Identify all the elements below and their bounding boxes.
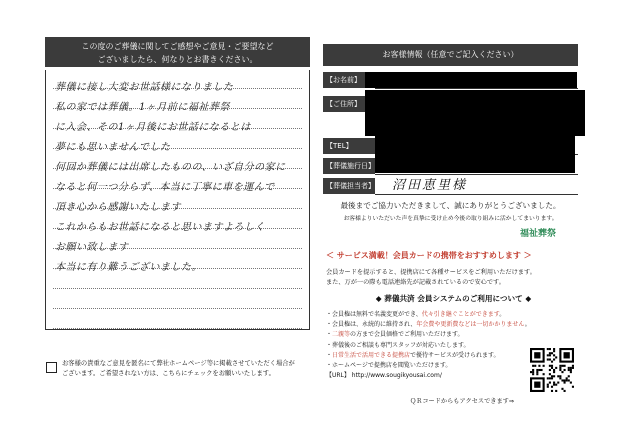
member-benefit-item (326, 361, 526, 371)
ruled-line (53, 308, 302, 309)
member-card-title: ＜ サービス満載！会員カードの携帯をおすすめします ＞ (326, 251, 532, 260)
address-label: 【ご住所】 (323, 96, 375, 112)
member-benefit-item (326, 310, 526, 320)
tel-label: 【TEL】 (323, 138, 375, 154)
redacted-name (365, 72, 577, 88)
qr-code-icon[interactable] (530, 348, 574, 392)
brand-logo-text: 福祉葬祭 (520, 229, 557, 239)
handwritten-line: これからもお世話になると思いますよろしく (55, 222, 265, 233)
member-benefit-item (326, 320, 531, 330)
name-label: 【お名前】 (323, 72, 375, 88)
benefit-text: 【URL】 http://www.sougikyousai.com/ (326, 372, 442, 380)
benefit-highlight: 日常生活で活用できる提携店 (332, 351, 411, 359)
benefit-highlight: 年会費や更新費などは一切かかりません (416, 321, 525, 329)
handwritten-line: 夢にも思いませんでした (55, 142, 171, 153)
qr-access-note: ＱＲコードからもアクセスできます⇒ (410, 398, 514, 405)
benefit-text: ・会員権は、永続的に維持され、 (326, 321, 417, 329)
handwritten-line: に入会、その1ヶ月後にお世話になるとは (55, 122, 251, 133)
handwritten-line: 葬儀に接し大変お世話様になりました (55, 82, 234, 93)
consent-checkbox[interactable] (46, 362, 57, 373)
member-benefit-item (326, 351, 526, 361)
handwritten-line: 頂き心から感謝いたします (55, 202, 181, 213)
benefit-text: ・ (326, 331, 333, 339)
member-benefit-item[interactable] (326, 371, 526, 381)
handwritten-line: なると何一つ分らず、本当に丁寧に車を運んで (55, 182, 275, 193)
member-card-description (326, 268, 581, 288)
thanks-line-1: 最後までご協力いただきまして、誠にありがとうございました。 (340, 201, 561, 210)
member-benefit-item (326, 341, 526, 351)
handwritten-line: 何回か葬儀には出席したものの、いざ自分の家に (55, 162, 286, 173)
handwritten-line: 私の家では葬儀。1ヶ月前に福祉葬祭 (55, 102, 230, 113)
benefit-text-end: で優待サービスが受けられます。 (410, 351, 500, 359)
member-benefit-item (326, 330, 526, 340)
benefit-highlight: 代々引き継ぐことができます (421, 311, 500, 318)
benefit-text: ・会員権は無料で名義変更ができ、 (326, 311, 422, 318)
thanks-line-2: お客様よりいただいた声を真摯に受け止め今後の取り組みに活かしてまいります。 (343, 216, 558, 222)
benefit-text-end: 。 (524, 321, 531, 329)
customer-info-header: お客様情報（任意でご記入ください） (323, 44, 578, 66)
consent-line-1: お客様の貴重なご意見を匿名にて弊社ホームページ等に掲載させていただく場合が (62, 360, 295, 367)
staff-field-line (375, 194, 578, 195)
date-label: 【葬儀施行日】 (323, 158, 375, 174)
redacted-tel-date (375, 136, 575, 173)
card-desc-line-1: 会員カードを提示すると、提携店にて各種サービスをご利用いただけます。 (326, 269, 536, 276)
consent-text (62, 359, 312, 379)
staff-name-handwritten: 沼田恵里様 (392, 178, 468, 193)
name-field-line (375, 88, 578, 89)
benefit-text: ・ホームページで提携店を閲覧いただけます。 (326, 362, 452, 370)
card-desc-line-2: また、万が一の際も電話連絡先が記載されているので安心です。 (326, 279, 505, 286)
benefit-highlight: 二親等 (332, 331, 351, 339)
feedback-header (45, 37, 310, 67)
feedback-header-line-2: ございましたら、何なりとお書きください。 (97, 55, 258, 64)
handwritten-line: お願い致します (55, 242, 129, 253)
staff-label: 【葬儀担当者】 (323, 178, 375, 194)
handwritten-line: 本当に有り難うございました。 (55, 262, 202, 273)
ruled-line (53, 328, 302, 329)
benefit-text: ・葬儀後のご相談も専門スタッフが対応いたします。 (326, 341, 470, 349)
member-system-title: ◆ 葬儀共済 会員システムのご利用について ◆ (375, 294, 532, 303)
benefit-text-end: の方まで会員価格でご利用いただけます。 (350, 331, 464, 339)
consent-line-2: ございます。ご希望されない方は、こちらにチェックをお願いいたします。 (62, 370, 275, 377)
redacted-address (365, 90, 585, 136)
benefit-text: ・ (326, 351, 333, 359)
ruled-line (53, 288, 302, 289)
feedback-header-line-1: この度のご葬儀に関してご感想やご意見・ご要望など (81, 42, 274, 51)
member-benefits-list (326, 310, 531, 381)
benefit-text-end: 。 (499, 311, 506, 318)
